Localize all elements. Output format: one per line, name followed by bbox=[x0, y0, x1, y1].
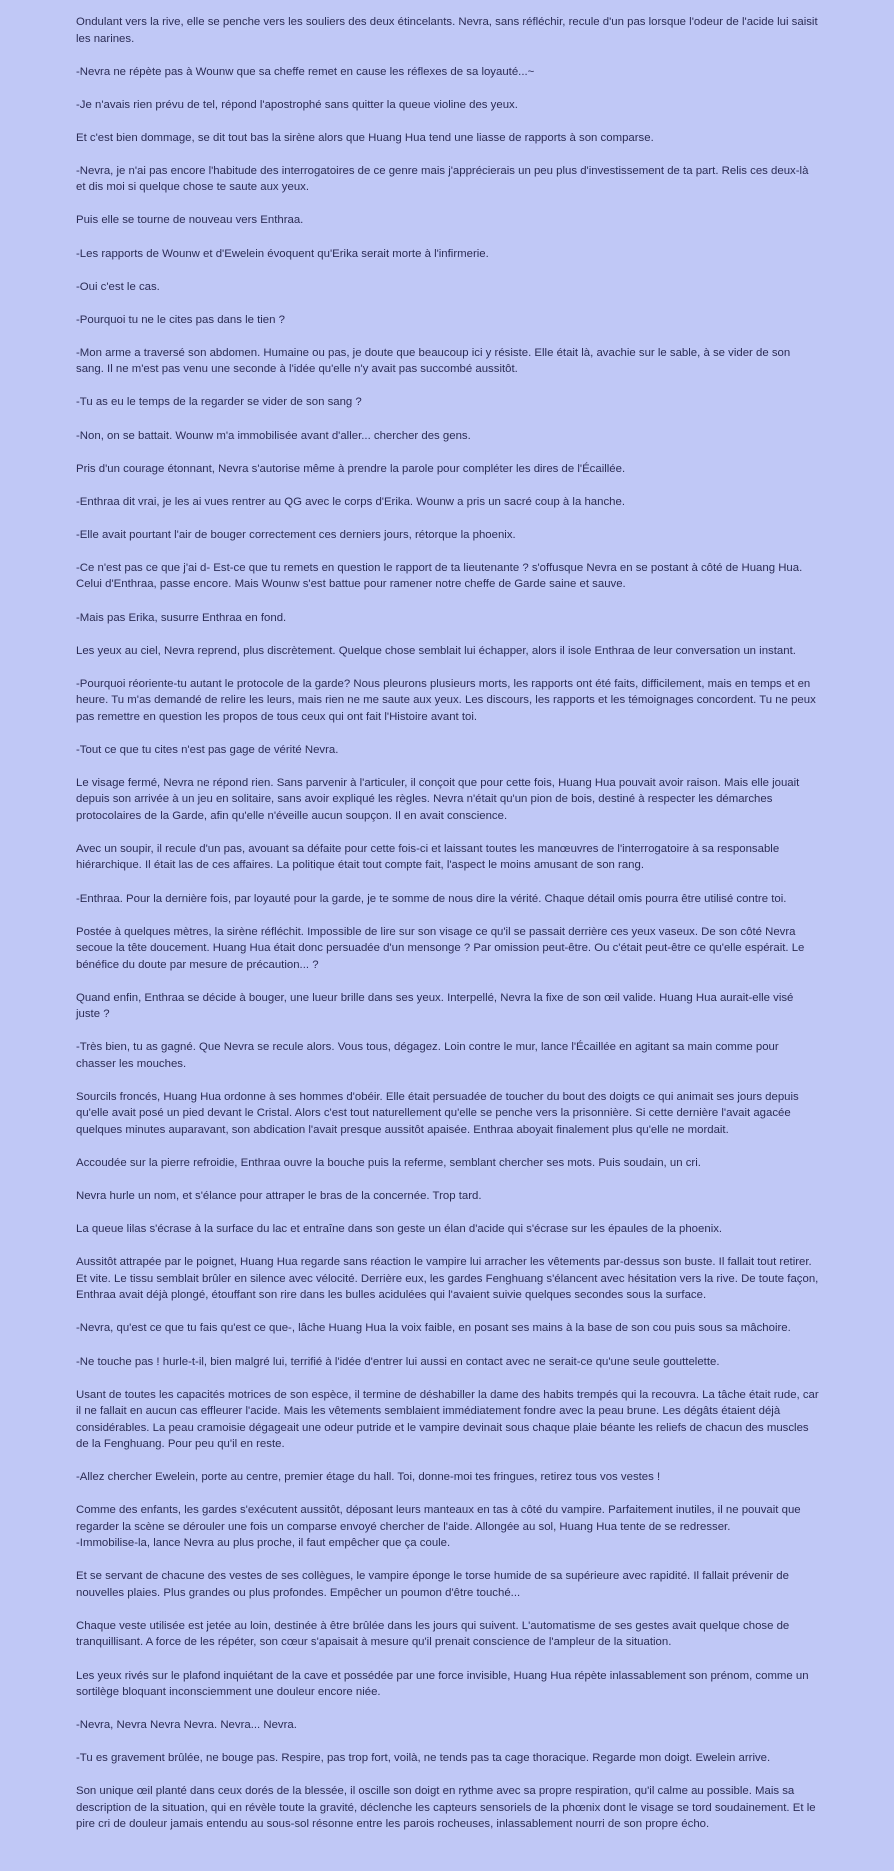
paragraph: -Tu as eu le temps de la regarder se vider de son sang ? bbox=[76, 396, 362, 409]
paragraph: -Mais pas Erika, susurre Enthraa en fond. bbox=[76, 611, 287, 624]
paragraph: -Oui c'est le cas. bbox=[76, 280, 160, 293]
paragraph: -Ce n'est pas ce que j'ai d- Est-ce que tu remets en question le rapport de ta lieutenante ? s'offusque Nevra en se postant à côté de Huang Hua. Celui d'Enthraa, passe encore. Mais Wounw s'est battue pour ramener notre cheffe de Garde saine et sauve. bbox=[76, 561, 803, 591]
paragraph: -Ne touche pas ! hurle-t-il, bien malgré lui, terrifié à l'idée d'entrer lui aussi en contact avec ne serait-ce qu'une seule gouttelette. bbox=[76, 1355, 720, 1368]
paragraph: -Nevra ne répète pas à Wounw que sa cheffe remet en cause les réflexes de sa loyauté...~ bbox=[76, 65, 535, 78]
paragraph: Usant de toutes les capacités motrices de son espèce, il termine de déshabiller la dame des habits trempés qui la recouvra. La tâche était rude, car il ne fallait en aucun cas effleurer l'acide. Mais les vêtements semblaient immédiatement fondre avec la peau brune. Les dégâts étaient déjà considérables. La peau cramoisie dégageait une odeur putride et le vampire devinait sous chaque plaie béante les reliefs de chacun des muscles de la Fenghuang. Pour peu qu'il en reste. bbox=[76, 1388, 819, 1451]
paragraph: Nevra hurle un nom, et s'élance pour attraper le bras de la concernée. Trop tard. bbox=[76, 1190, 482, 1203]
paragraph: -Elle avait pourtant l'air de bouger correctement ces derniers jours, rétorque la phoenix. bbox=[76, 528, 516, 541]
paragraph: -Nevra, je n'ai pas encore l'habitude des interrogatoires de ce genre mais j'apprécierais un peu plus d'investissement de ta part. Relis ces deux-là et dis moi si quelque chose te saute aux yeux. bbox=[76, 164, 809, 194]
paragraph: -Enthraa dit vrai, je les ai vues rentrer au QG avec le corps d'Erika. Wounw a pris un sacré coup à la hanche. bbox=[76, 495, 625, 508]
paragraph: -Très bien, tu as gagné. Que Nevra se recule alors. Vous tous, dégagez. Loin contre le mur, lance l'Écaillée en agitant sa main comme pour chasser les mouches. bbox=[76, 1041, 779, 1070]
paragraph: Le visage fermé, Nevra ne répond rien. Sans parvenir à l'articuler, il conçoit que pour cette fois, Huang Hua pouvait avoir raison. Mais elle jouait depuis son arrivée à un jeu en solitaire, sans avoir expliqué les règles. Nevra n'était qu'un pion de bois, destiné à respecter les démarches protocolaires de la Garde, afin qu'elle n'éveille aucun soupçon. Il en avait conscience. bbox=[76, 776, 800, 822]
paragraph: -Enthraa. Pour la dernière fois, par loyauté pour la garde, je te somme de nous dire la vérité. Chaque détail omis pourra être utilisé contre toi. bbox=[76, 892, 787, 905]
paragraph: Et c'est bien dommage, se dit tout bas la sirène alors que Huang Hua tend une liasse de rapports à son comparse. bbox=[76, 131, 654, 144]
paragraph: Comme des enfants, les gardes s'exécutent aussitôt, déposant leurs manteaux en tas à côté du vampire. Parfaitement inutiles, il ne pouvait que regarder la scène se dérouler une fois un comparse envoyé chercher de l'aide. Allongée au sol, Huang Hua tente de se redresser. -Immobilise-la, lance Nevra au plus proche, il faut empêcher que ça coule. bbox=[76, 1504, 801, 1550]
paragraph: -Je n'avais rien prévu de tel, répond l'apostrophé sans quitter la queue violine des yeux. bbox=[76, 98, 518, 111]
paragraph: Accoudée sur la pierre refroidie, Enthraa ouvre la bouche puis la referme, semblant chercher ses mots. Puis soudain, un cri. bbox=[76, 1157, 701, 1170]
paragraph: Postée à quelques mètres, la sirène réfléchit. Impossible de lire sur son visage ce qu'il se passait derrière ces yeux vaseux. De son côté Nevra secoue la tête doucement. Huang Hua était donc persuadée d'un mensonge ? Par omission peut-être. Ou c'était peut-être ce qu'elle espérait. Le bénéfice du doute par mesure de précaution... ? bbox=[76, 925, 805, 971]
paragraph: Chaque veste utilisée est jetée au loin, destinée à être brûlée dans les jours qui suivent. L'automatisme de ses gestes avait quelque chose de tranquillisant. A force de les répéter, son cœur s'apaisait à mesure qu'il prenait conscience de l'ampleur de la situation. bbox=[76, 1619, 790, 1649]
story-text bbox=[76, 14, 820, 1849]
paragraph: -Mon arme a traversé son abdomen. Humaine ou pas, je doute que beaucoup ici y résiste. Elle était là, avachie sur le sable, à se vider de son sang. Il ne m'est pas venu une seconde à l'idée qu'elle n'y avait pas succombé aussitôt. bbox=[76, 346, 791, 376]
paragraph: Pris d'un courage étonnant, Nevra s'autorise même à prendre la parole pour compléter les dires de l'Écaillée. bbox=[76, 462, 626, 475]
paragraph: Et se servant de chacune des vestes de ses collègues, le vampire éponge le torse humide de sa supérieure avec rapidité. Il fallait prévenir de nouvelles plaies. Plus grandes ou plus profondes. Empêcher un poumon d'être touché... bbox=[76, 1570, 789, 1599]
paragraph: -Non, on se battait. Wounw m'a immobilisée avant d'aller... chercher des gens. bbox=[76, 429, 471, 442]
paragraph: Son unique œil planté dans ceux dorés de la blessée, il oscille son doigt en rythme avec sa propre respiration, qu'il calme au possible. Mais sa description de la situation, qui en révèle toute la gravité, déclenche les capteurs sensoriels de la phœnix dont le visage se tord soudainement. Et le pire cri de douleur jamais entendu au sous-sol résonne entre les parois rocheuses, inlassablement nourri de son propre écho. bbox=[76, 1785, 816, 1831]
paragraph: -Nevra, Nevra Nevra Nevra. Nevra... Nevra. bbox=[76, 1719, 297, 1732]
paragraph: Ondulant vers la rive, elle se penche vers les souliers des deux étincelants. Nevra, sans réfléchir, recule d'un pas lorsque l'odeur de l'acide lui saisit les narines. bbox=[76, 16, 818, 45]
paragraph: -Pourquoi tu ne le cites pas dans le tien ? bbox=[76, 313, 285, 326]
paragraph: -Les rapports de Wounw et d'Ewelein évoquent qu'Erika serait morte à l'infirmerie. bbox=[76, 247, 489, 260]
paragraph: Aussitôt attrapée par le poignet, Huang Hua regarde sans réaction le vampire lui arracher les vêtements par-dessus son buste. Il fallait tout retirer. Et vite. Le tissu semblait brûler en silence avec vélocité. Derrière eux, les gardes Fenghuang s'élancent avec hésitation vers la rive. De toute façon, Enthraa avait déjà plongé, étouffant son rire dans les bulles acidulées qui l'avaient suivie quelques secondes sous la surface. bbox=[76, 1256, 819, 1302]
paragraph: -Allez chercher Ewelein, porte au centre, premier étage du hall. Toi, donne-moi tes fringues, retirez tous vos vestes ! bbox=[76, 1471, 661, 1484]
paragraph: Les yeux au ciel, Nevra reprend, plus discrètement. Quelque chose semblait lui échapper, alors il isole Enthraa de leur conversation un instant. bbox=[76, 644, 796, 657]
paragraph: -Pourquoi réoriente-tu autant le protocole de la garde? Nous pleurons plusieurs morts, les rapports ont été faits, difficilement, mais en temps et en heure. Tu m'as demandé de relire les leurs, mais rien ne me saute aux yeux. Les discours, les rapports et les témoignages concordent. Tu ne peux pas remettre en question les propos de tous ceux qui ont fait l'Histoire avant toi. bbox=[76, 677, 816, 723]
paragraph: Quand enfin, Enthraa se décide à bouger, une lueur brille dans ses yeux. Interpellé, Nevra la fixe de son œil valide. Huang Hua aurait-elle visé juste ? bbox=[76, 991, 794, 1021]
paragraph: -Tu es gravement brûlée, ne bouge pas. Respire, pas trop fort, voilà, ne tends pas ta cage thoracique. Regarde mon doigt. Ewelein arrive. bbox=[76, 1752, 771, 1765]
paragraph: Les yeux rivés sur le plafond inquiétant de la cave et possédée par une force invisible, Huang Hua répète inlassablement son prénom, comme un sortilège bloquant inconsciemment une douleur encore niée. bbox=[76, 1669, 809, 1699]
paragraph: -Nevra, qu'est ce que tu fais qu'est ce que-, lâche Huang Hua la voix faible, en posant ses mains à la base de son cou puis sous sa mâchoire. bbox=[76, 1322, 791, 1335]
paragraph: -Tout ce que tu cites n'est pas gage de vérité Nevra. bbox=[76, 743, 339, 756]
paragraph: Puis elle se tourne de nouveau vers Enthraa. bbox=[76, 214, 304, 227]
paragraph: La queue lilas s'écrase à la surface du lac et entraîne dans son geste un élan d'acide qui s'écrase sur les épaules de la phoenix. bbox=[76, 1223, 723, 1236]
paragraph: Sourcils froncés, Huang Hua ordonne à ses hommes d'obéir. Elle était persuadée de toucher du bout des doigts ce qui animait ses jours depuis qu'elle avait posé un pied devant le Cristal. Alors c'est tout naturellement qu'elle se penche vers la prisonnière. Si cette dernière l'avait agacée quelques minutes auparavant, son abdication l'avait presque aussitôt apaisée. Enthraa aboyait finalement plus qu'elle ne mordait. bbox=[76, 1090, 799, 1136]
paragraph: Avec un soupir, il recule d'un pas, avouant sa défaite pour cette fois-ci et laissant toutes les manœuvres de l'interrogatoire à sa responsable hiérarchique. Il était las de ces affaires. La politique était tout compte fait, l'aspect le moins amusant de son rang. bbox=[76, 842, 780, 872]
